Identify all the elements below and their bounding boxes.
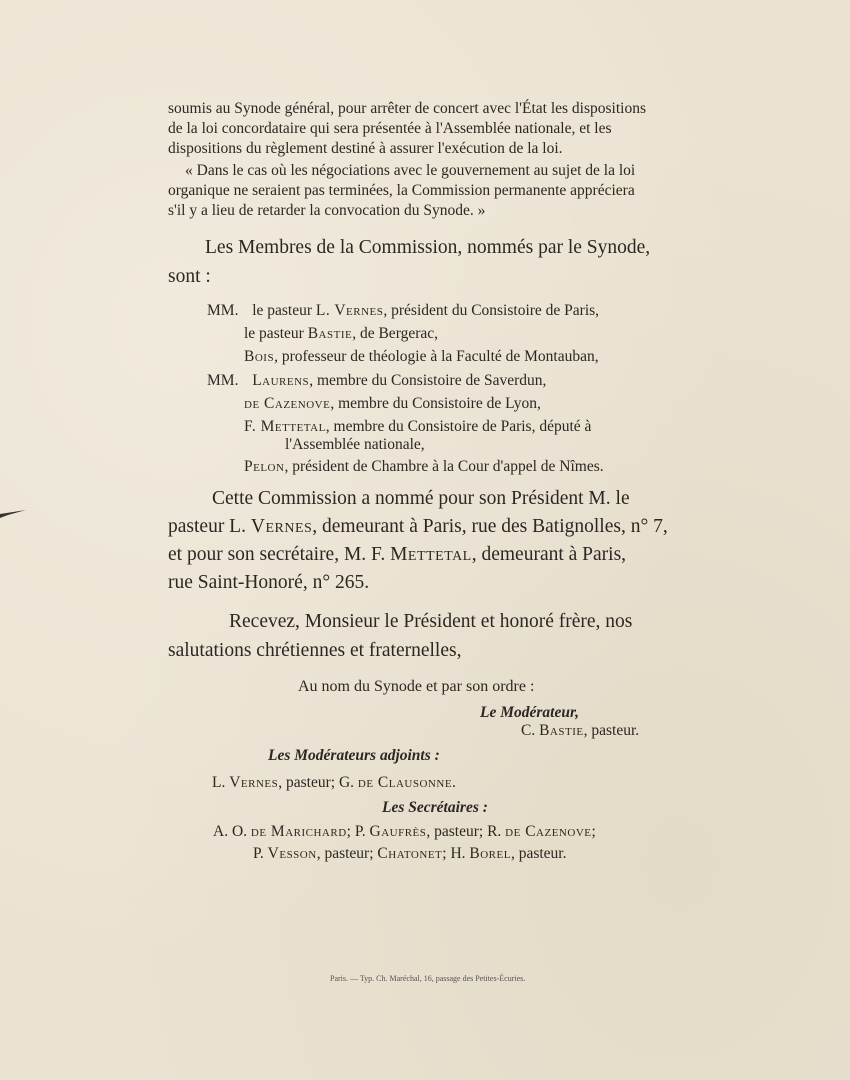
member-row-continuation: l'Assemblée nationale, bbox=[285, 436, 425, 453]
person-name: Gaufrès bbox=[369, 823, 427, 840]
person-name: Mettetal bbox=[390, 544, 472, 565]
member-name: Pelon bbox=[244, 458, 285, 475]
member-name: Bois bbox=[244, 348, 275, 365]
member-row: de Cazenove, membre du Consistoire de Lyon, bbox=[244, 395, 541, 412]
member-row: Pelon, président de Chambre à la Cour d'appel de Nîmes. bbox=[244, 458, 604, 475]
intro-line-2: de la loi concordataire qui sera présentée à l'Assemblée nationale, et les bbox=[168, 120, 612, 137]
commission-line-4: rue Saint-Honoré, n° 265. bbox=[168, 572, 370, 593]
commission-line-2: pasteur L. Vernes, demeurant à Paris, rue des Batignolles, n° 7, bbox=[168, 516, 668, 537]
commission-line-1: Cette Commission a nommé pour son Président M. le bbox=[212, 488, 630, 509]
member-name: F. Mettetal bbox=[244, 418, 326, 435]
member-name: L. Vernes bbox=[315, 302, 384, 319]
member-row: MM. le pasteur L. Vernes, président du Consistoire de Paris, bbox=[207, 302, 600, 319]
person-name: Vernes bbox=[250, 516, 313, 537]
secretaires-title: Les Secrétaires : bbox=[382, 799, 488, 816]
person-name: de Marichard bbox=[250, 823, 347, 840]
secretaires-line-2: P. Vesson, pasteur; Chatonet; H. Borel, pasteur. bbox=[253, 845, 567, 862]
person-name: de Clausonne bbox=[357, 774, 453, 791]
members-intro-line-2: sont : bbox=[168, 266, 211, 287]
quote-line-1: « Dans le cas où les négociations avec le gouvernement au sujet de la loi bbox=[185, 162, 636, 179]
person-name: Bastie bbox=[539, 722, 584, 739]
member-name: de Cazenove bbox=[244, 395, 331, 412]
mm-label: MM. bbox=[207, 372, 239, 389]
person-name: Vernes bbox=[229, 774, 279, 791]
salutation-line-1: Recevez, Monsieur le Président et honoré frère, nos bbox=[229, 611, 633, 632]
moderator-title: Le Modérateur, bbox=[480, 704, 580, 721]
member-row: F. Mettetal, membre du Consistoire de Paris, député à bbox=[244, 418, 592, 435]
adjoints-line: L. Vernes, pasteur; G. de Clausonne. bbox=[212, 774, 456, 791]
printer-imprint: Paris. — Typ. Ch. Maréchal, 16, passage des Petites-Écuries. bbox=[330, 974, 526, 983]
member-row: Bois, professeur de théologie à la Faculté de Montauban, bbox=[244, 348, 599, 365]
member-name: Bastie bbox=[307, 325, 353, 342]
person-name: Chatonet bbox=[377, 845, 443, 862]
commission-line-3: et pour son secrétaire, M. F. Mettetal, demeurant à Paris, bbox=[168, 544, 627, 565]
member-name: Laurens bbox=[252, 372, 310, 389]
mm-label: MM. bbox=[207, 302, 239, 319]
member-row: le pasteur Bastie, de Bergerac, bbox=[244, 325, 438, 342]
intro-line-1: soumis au Synode général, pour arrêter de concert avec l'État les dispositions bbox=[168, 100, 646, 117]
quote-line-2: organique ne seraient pas terminées, la Commission permanente appréciera bbox=[168, 182, 635, 199]
person-name: Borel bbox=[469, 845, 511, 862]
person-name: Vesson bbox=[267, 845, 317, 862]
moderator-signature: C. Bastie, pasteur. bbox=[521, 722, 640, 739]
quote-line-3: s'il y a lieu de retarder la convocation du Synode. » bbox=[168, 202, 486, 219]
adjoints-title: Les Modérateurs adjoints : bbox=[268, 747, 440, 764]
secretaires-line-1: A. O. de Marichard; P. Gaufrès, pasteur; R. de Cazenove; bbox=[213, 823, 596, 840]
members-intro-line-1: Les Membres de la Commission, nommés par le Synode, bbox=[205, 237, 651, 258]
order-line: Au nom du Synode et par son ordre : bbox=[298, 678, 535, 695]
person-name: de Cazenove bbox=[505, 823, 592, 840]
salutation-line-2: salutations chrétiennes et fraternelles, bbox=[168, 640, 462, 661]
intro-line-3: dispositions du règlement destiné à assurer l'exécution de la loi. bbox=[168, 140, 563, 157]
member-row: MM. Laurens, membre du Consistoire de Saverdun, bbox=[207, 372, 547, 389]
page-edge-mark bbox=[0, 508, 28, 520]
